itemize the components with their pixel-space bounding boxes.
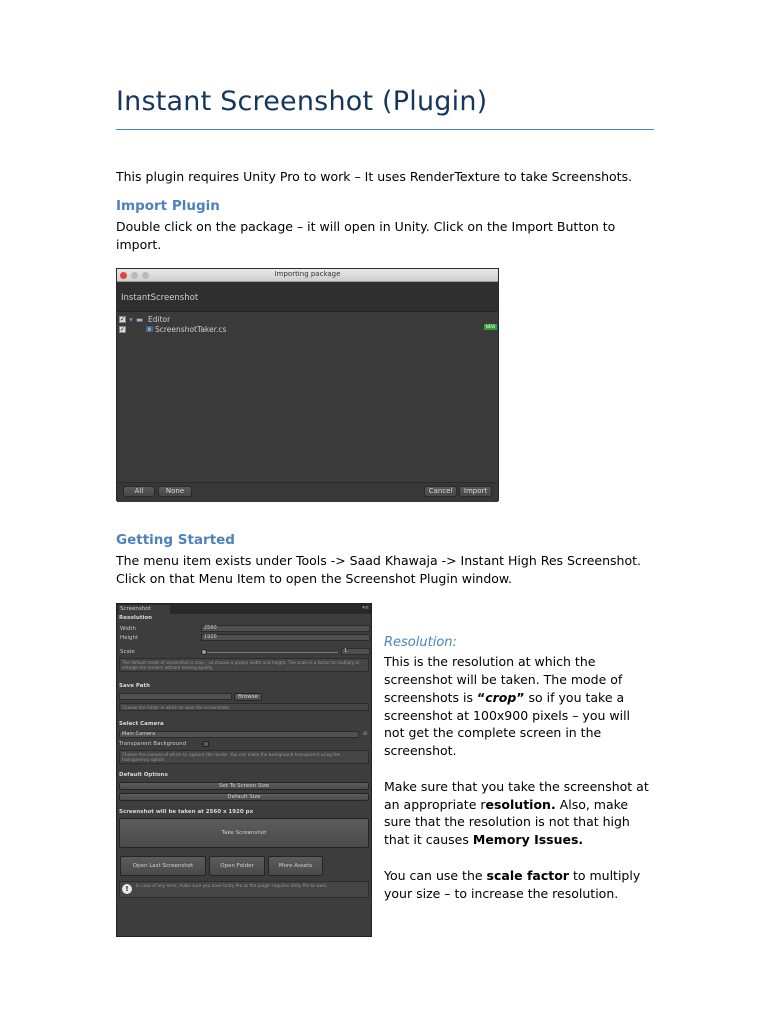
screenshot-plugin-window (116, 603, 372, 937)
side-p3-text: to multiply (572, 868, 641, 883)
camera-picker-icon[interactable]: ⊙ (363, 731, 368, 737)
width-field[interactable]: 2560 (201, 625, 370, 632)
default-options-label: Default Options (119, 772, 168, 778)
height-field[interactable]: 1920 (201, 634, 370, 641)
side-p1-line1: This is the resolution at which the (384, 654, 596, 669)
side-p3-line2: your size – to increase the resolution. (384, 886, 619, 901)
open-last-screenshot-button[interactable]: Open Last Screenshot (120, 856, 206, 876)
cancel-button[interactable]: Cancel (424, 486, 457, 497)
editor-checkbox[interactable]: ✓ (120, 316, 126, 323)
warning-text: In case of any error, make sure you have Unity Pro as the plugin requires Unity Pro to work. (136, 883, 328, 888)
scale-label: Scale (120, 649, 135, 655)
side-p1-line2: screenshot will be taken. The mode of (384, 672, 623, 687)
height-label: Height (120, 635, 139, 641)
resolution-section-label: Resolution (119, 615, 153, 621)
package-header (117, 282, 498, 312)
warning-help-box (119, 881, 369, 898)
tree-item-editor: Editor (148, 315, 171, 324)
resolution-help-box: The default mode of screenshot is crop – so choose a proper width and height. The scale is a factor to multiply or enlarge the renders without loosing quality. (119, 658, 369, 672)
open-folder-button[interactable]: Open Folder (209, 856, 265, 876)
script-icon: ▣ (146, 324, 154, 333)
side-p3-line1 (384, 867, 640, 885)
scale-slider-thumb[interactable] (201, 649, 207, 655)
side-p2-line1: Make sure that you take the screenshot at (384, 779, 649, 794)
getting-started-line2: Click on that Menu Item to open the Screenshot Plugin window. (116, 571, 512, 586)
import-text-line2: import. (116, 237, 162, 252)
dialog-title: Importing package (274, 270, 341, 278)
resolution-side-heading: Resolution: (384, 635, 457, 650)
intro-text: This plugin requires Unity Pro to work – It uses RenderTexture to take Screenshots. (116, 169, 633, 184)
folder-icon: ▬ (136, 315, 144, 324)
default-size-button[interactable]: Default Size (119, 793, 369, 801)
dialog-titlebar (117, 269, 498, 282)
title-underline (116, 129, 654, 130)
memory-issues-emphasis: Memory Issues. (472, 832, 584, 847)
camera-select[interactable]: Main Camera (119, 731, 359, 738)
import-button[interactable]: Import (459, 486, 492, 497)
take-screenshot-button[interactable]: Take Screenshot (119, 818, 369, 848)
side-p1-line6: screenshot. (384, 743, 457, 758)
side-p2-line3: sure that the resolution is not that high (384, 814, 630, 829)
side-p1-line4: screenshot at 100x900 pixels – you will (384, 708, 631, 723)
script-checkbox[interactable]: ✓ (120, 326, 126, 333)
window-menu-icon[interactable]: ▾≡ (362, 605, 369, 611)
set-screen-size-button[interactable]: Set To Screen Size (119, 782, 369, 790)
side-p2-text: an appropriate r (384, 797, 486, 812)
crop-emphasis: “crop” (477, 690, 525, 705)
resolution-emphasis: esolution. (485, 797, 556, 812)
save-path-help-box: Choose the folder in which to save the screenshots (119, 703, 369, 711)
camera-help-box: Choose the camera of which to capture the render. You can make the background transparent using the transparency option. (119, 750, 369, 764)
tree-item-script: ScreenshotTaker.cs (155, 325, 227, 334)
window-tabbar (117, 604, 371, 614)
none-button[interactable]: None (158, 486, 192, 497)
transparent-bg-label: Transparent Background (119, 741, 187, 747)
more-assets-button[interactable]: More Assets (268, 856, 323, 876)
new-badge: NEW (485, 324, 496, 329)
side-p3-text: You can use the (384, 868, 483, 883)
transparent-bg-checkbox[interactable] (203, 741, 209, 747)
import-text-line1: Double click on the package – it will open in Unity. Click on the Import Button to (116, 219, 616, 234)
side-p1-line5: not get the complete screen in the (384, 725, 602, 740)
expand-arrow-icon[interactable]: ▾ (129, 315, 133, 324)
getting-started-heading: Getting Started (116, 532, 235, 548)
import-plugin-heading: Import Plugin (116, 198, 220, 214)
package-name: InstantScreenshot (121, 293, 199, 303)
side-p2-line4 (384, 831, 583, 849)
side-p2-text: that it causes (384, 832, 469, 847)
browse-button[interactable]: Browse (234, 693, 262, 701)
getting-started-line1: The menu item exists under Tools -> Saad Khawaja -> Instant High Res Screenshot. (116, 553, 641, 568)
all-button[interactable]: All (123, 486, 155, 497)
scale-factor-emphasis: scale factor (486, 868, 569, 883)
side-p1-line3 (384, 689, 624, 707)
status-text: Screenshot will be taken at 2560 x 1920 px (119, 809, 254, 815)
save-path-field[interactable] (119, 693, 232, 700)
side-p2-text: Also, make (555, 797, 629, 812)
scale-slider-track[interactable] (203, 652, 338, 653)
scale-field[interactable]: 1 (341, 648, 370, 655)
select-camera-label: Select Camera (119, 721, 164, 727)
side-p1-text: so if you take a (528, 690, 625, 705)
side-p1-text: screenshots is (384, 690, 474, 705)
save-path-label: Save Path (119, 683, 151, 689)
side-p2-line2 (384, 796, 628, 814)
warning-icon: ! (122, 884, 132, 894)
tab-screenshot[interactable]: Screenshot (118, 605, 170, 614)
width-label: Width (120, 626, 136, 632)
import-package-dialog (116, 268, 499, 501)
page-title: Instant Screenshot (Plugin) (116, 86, 488, 117)
